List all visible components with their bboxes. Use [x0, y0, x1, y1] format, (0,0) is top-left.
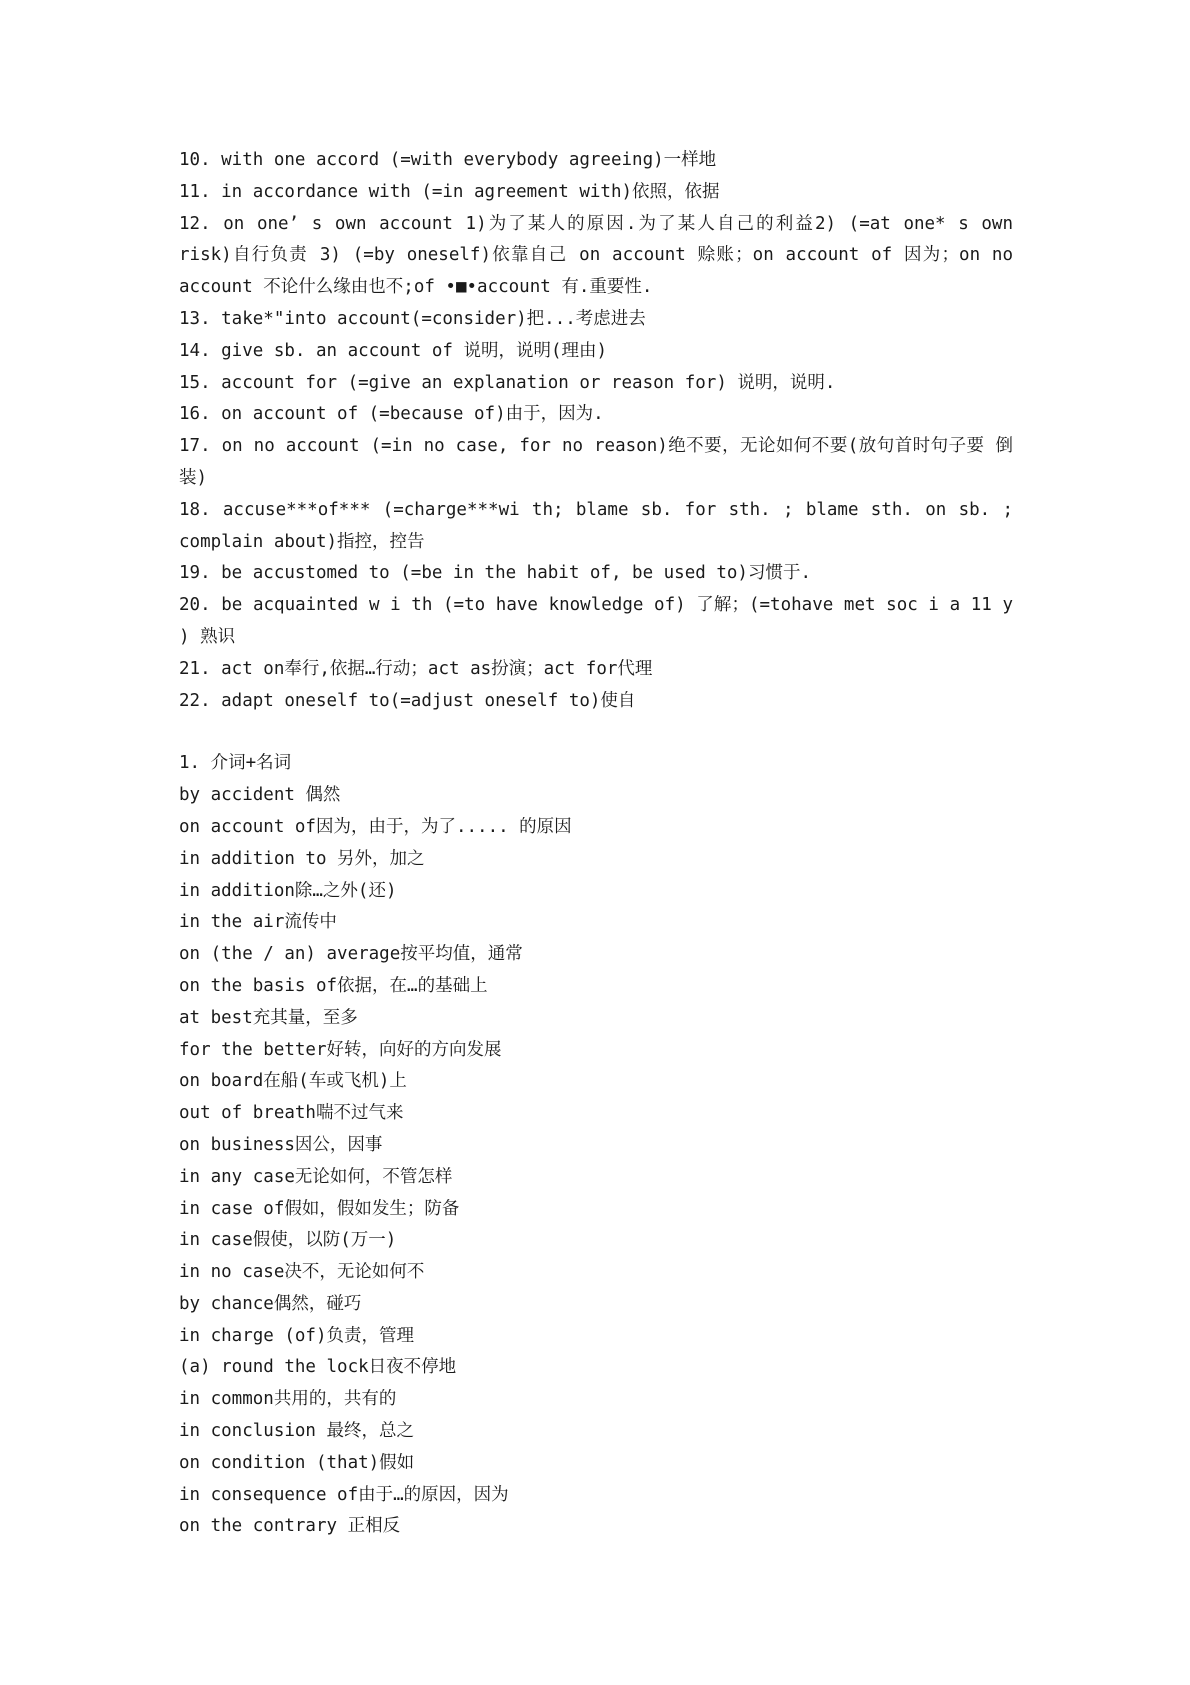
numbered-entries: [179, 145, 1013, 717]
phrase-item: in common共用的，共有的: [179, 1389, 397, 1410]
entry-18: 18. accuse***of*** (=charge***wi th; blame sb. for sth. ; blame sth. on sb. ; complain about)指控，控告: [179, 499, 1013, 552]
phrase-item: on account of因为，由于，为了..... 的原因: [179, 816, 572, 837]
phrase-item: at best充其量，至多: [179, 1007, 358, 1028]
document-page: [179, 145, 1013, 1543]
phrase-item: in any case无论如何，不管怎样: [179, 1166, 453, 1187]
phrase-item: by chance偶然，碰巧: [179, 1293, 362, 1314]
phrase-item: in no case决不，无论如何不: [179, 1262, 425, 1283]
phrase-item: in charge (of)负责，管理: [179, 1325, 415, 1346]
entry-13: 13. take*"into account(=consider)把...考虑进去: [179, 308, 646, 329]
entry-15: 15. account for (=give an explanation or reason for) 说明，说明.: [179, 372, 836, 393]
entry-21: 21. act on奉行,依据…行动；act as扮演；act for代理: [179, 658, 653, 679]
entry-17: 17. on no account (=in no case, for no reason)绝不要，无论如何不要(放句首时句子要 倒装): [179, 436, 1013, 488]
phrase-item: on condition (that)假如: [179, 1452, 415, 1473]
phrase-item: for the better好转，向好的方向发展: [179, 1039, 502, 1060]
phrase-item: by accident 偶然: [179, 785, 341, 806]
entry-16: 16. on account of (=because of)由于，因为.: [179, 404, 604, 425]
phrase-item: on the contrary 正相反: [179, 1516, 401, 1537]
section-gap: [179, 717, 1013, 748]
phrase-item: (a) round the lock日夜不停地: [179, 1357, 457, 1378]
entry-20: 20. be acquainted w i th (=to have knowledge of) 了解；(=tohave met soc i a 11 y ) 熟识: [179, 595, 1013, 647]
entry-14: 14. give sb. an account of 说明，说明(理由): [179, 340, 608, 361]
phrase-item: on board在船(车或飞机)上: [179, 1071, 407, 1092]
phrase-item: in conclusion 最终，总之: [179, 1421, 415, 1442]
phrase-item: on (the / an) average按平均值，通常: [179, 944, 523, 965]
phrase-item: in consequence of由于…的原因，因为: [179, 1484, 509, 1505]
phrase-item: on the basis of依据，在…的基础上: [179, 975, 488, 996]
entry-11: 11. in accordance with (=in agreement with)依照，依据: [179, 181, 720, 202]
entry-10: 10. with one accord (=with everybody agreeing)一样地: [179, 150, 717, 170]
entry-12: 12. on one’ s own account 1)为了某人的原因.为了某人自己的利益2) (=at one* s own risk)自行负责 3) (=by oneself)依靠自己 on account 赊账；on account of 因为；on no account 不论什么缘由也不;of •■•account 有.重要性.: [179, 213, 1013, 298]
phrase-item: on business因公，因事: [179, 1134, 383, 1155]
entry-19: 19. be accustomed to (=be in the habit of, be used to)习惯于.: [179, 563, 811, 584]
phrase-item: in the air流传中: [179, 912, 337, 933]
phrase-list: [179, 780, 1013, 1543]
phrase-item: out of breath喘不过气来: [179, 1103, 404, 1124]
entry-22: 22. adapt oneself to(=adjust oneself to)使自: [179, 690, 636, 711]
section-heading: 1. 介词+名词: [179, 753, 292, 774]
phrase-item: in case of假如，假如发生；防备: [179, 1198, 460, 1219]
phrase-item: in addition除…之外(还): [179, 880, 397, 901]
phrase-item: in case假使，以防(万一): [179, 1230, 397, 1251]
phrase-item: in addition to 另外，加之: [179, 848, 425, 869]
